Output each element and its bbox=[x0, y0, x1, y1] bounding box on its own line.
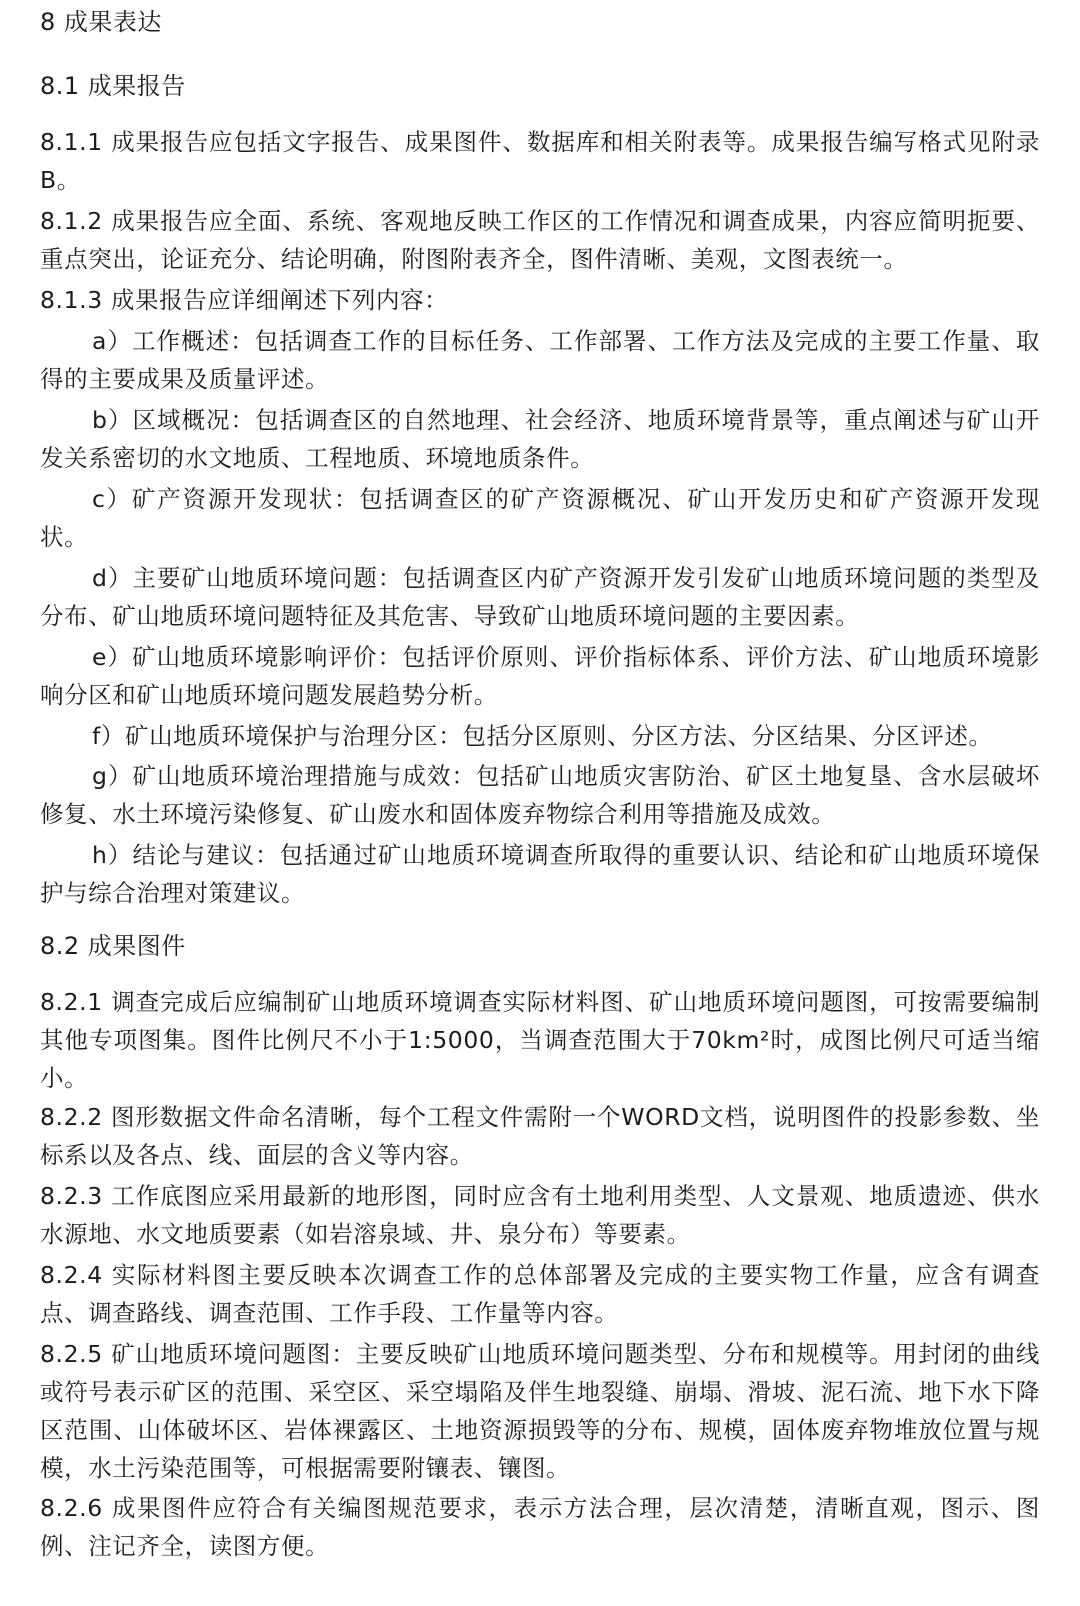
paragraph-8-2-4: 8.2.4 实际材料图主要反映本次调查工作的总体部署及完成的主要实物工作量，应含有调查点、调查路线、调查范围、工作手段、工作量等内容。 bbox=[40, 1261, 1040, 1327]
paragraph-8-1-2: 8.1.2 成果报告应全面、系统、客观地反映工作区的工作情况和调查成果，内容应简明扼要、重点突出，论证充分、结论明确，附图附表齐全，图件清晰、美观，文图表统一。 bbox=[40, 207, 1040, 273]
section-title: 8 成果表达 bbox=[40, 8, 162, 36]
paragraph-8-2-3: 8.2.3 工作底图应采用最新的地形图，同时应含有土地利用类型、人文景观、地质遗迹、供水水源地、水文地质要素（如岩溶泉域、井、泉分布）等要素。 bbox=[40, 1182, 1040, 1248]
list-item-h: h）结论与建议：包括通过矿山地质环境调查所取得的重要认识、结论和矿山地质环境保护与综合治理对策建议。 bbox=[40, 841, 1040, 907]
paragraph-8-2-5: 8.2.5 矿山地质环境问题图：主要反映矿山地质环境问题类型、分布和规模等。用封闭的曲线或符号表示矿区的范围、采空区、采空塌陷及伴生地裂缝、崩塌、滑坡、泥石流、地下水下降区范围、山体破坏区、岩体裸露区、土地资源损毁等的分布、规模，固体废弃物堆放位置与规模，水土污染范围等，可根据需要附镶表、镶图。 bbox=[40, 1340, 1040, 1482]
subsection-title-8-2: 8.2 成果图件 bbox=[40, 932, 186, 960]
paragraph-8-1-3: 8.1.3 成果报告应详细阐述下列内容： bbox=[40, 286, 449, 314]
subsection-title-8-1: 8.1 成果报告 bbox=[40, 72, 186, 100]
list-item-d: d）主要矿山地质环境问题：包括调查区内矿产资源开发引发矿山地质环境问题的类型及分布、矿山地质环境问题特征及其危害、导致矿山地质环境问题的主要因素。 bbox=[40, 564, 1040, 630]
paragraph-8-2-2: 8.2.2 图形数据文件命名清晰，每个工程文件需附一个WORD文档，说明图件的投影参数、坐标系以及各点、线、面层的含义等内容。 bbox=[40, 1103, 1040, 1169]
list-item-g: g）矿山地质环境治理措施与成效：包括矿山地质灾害防治、矿区土地复垦、含水层破坏修复、水土环境污染修复、矿山废水和固体废弃物综合利用等措施及成效。 bbox=[40, 762, 1040, 828]
paragraph-8-2-6: 8.2.6 成果图件应符合有关编图规范要求，表示方法合理，层次清楚，清晰直观，图示、图例、注记齐全，读图方便。 bbox=[40, 1494, 1040, 1560]
list-item-e: e）矿山地质环境影响评价：包括评价原则、评价指标体系、评价方法、矿山地质环境影响分区和矿山地质环境问题发展趋势分析。 bbox=[40, 643, 1040, 709]
list-item-f: f）矿山地质环境保护与治理分区：包括分区原则、分区方法、分区结果、分区评述。 bbox=[92, 722, 993, 750]
list-item-b: b）区域概况：包括调查区的自然地理、社会经济、地质环境背景等，重点阐述与矿山开发关系密切的水文地质、工程地质、环境地质条件。 bbox=[40, 406, 1040, 472]
list-item-c: c）矿产资源开发现状：包括调查区的矿产资源概况、矿山开发历史和矿产资源开发现状。 bbox=[40, 485, 1040, 551]
list-item-a: a）工作概述：包括调查工作的目标任务、工作部署、工作方法及完成的主要工作量、取得的主要成果及质量评述。 bbox=[40, 327, 1040, 393]
paragraph-8-2-1: 8.2.1 调查完成后应编制矿山地质环境调查实际材料图、矿山地质环境问题图，可按需要编制其他专项图集。图件比例尺不小于1:5000，当调查范围大于70km²时，成图比例尺可适当缩小。 bbox=[40, 988, 1040, 1092]
paragraph-8-1-1: 8.1.1 成果报告应包括文字报告、成果图件、数据库和相关附表等。成果报告编写格式见附录B。 bbox=[40, 128, 1040, 194]
